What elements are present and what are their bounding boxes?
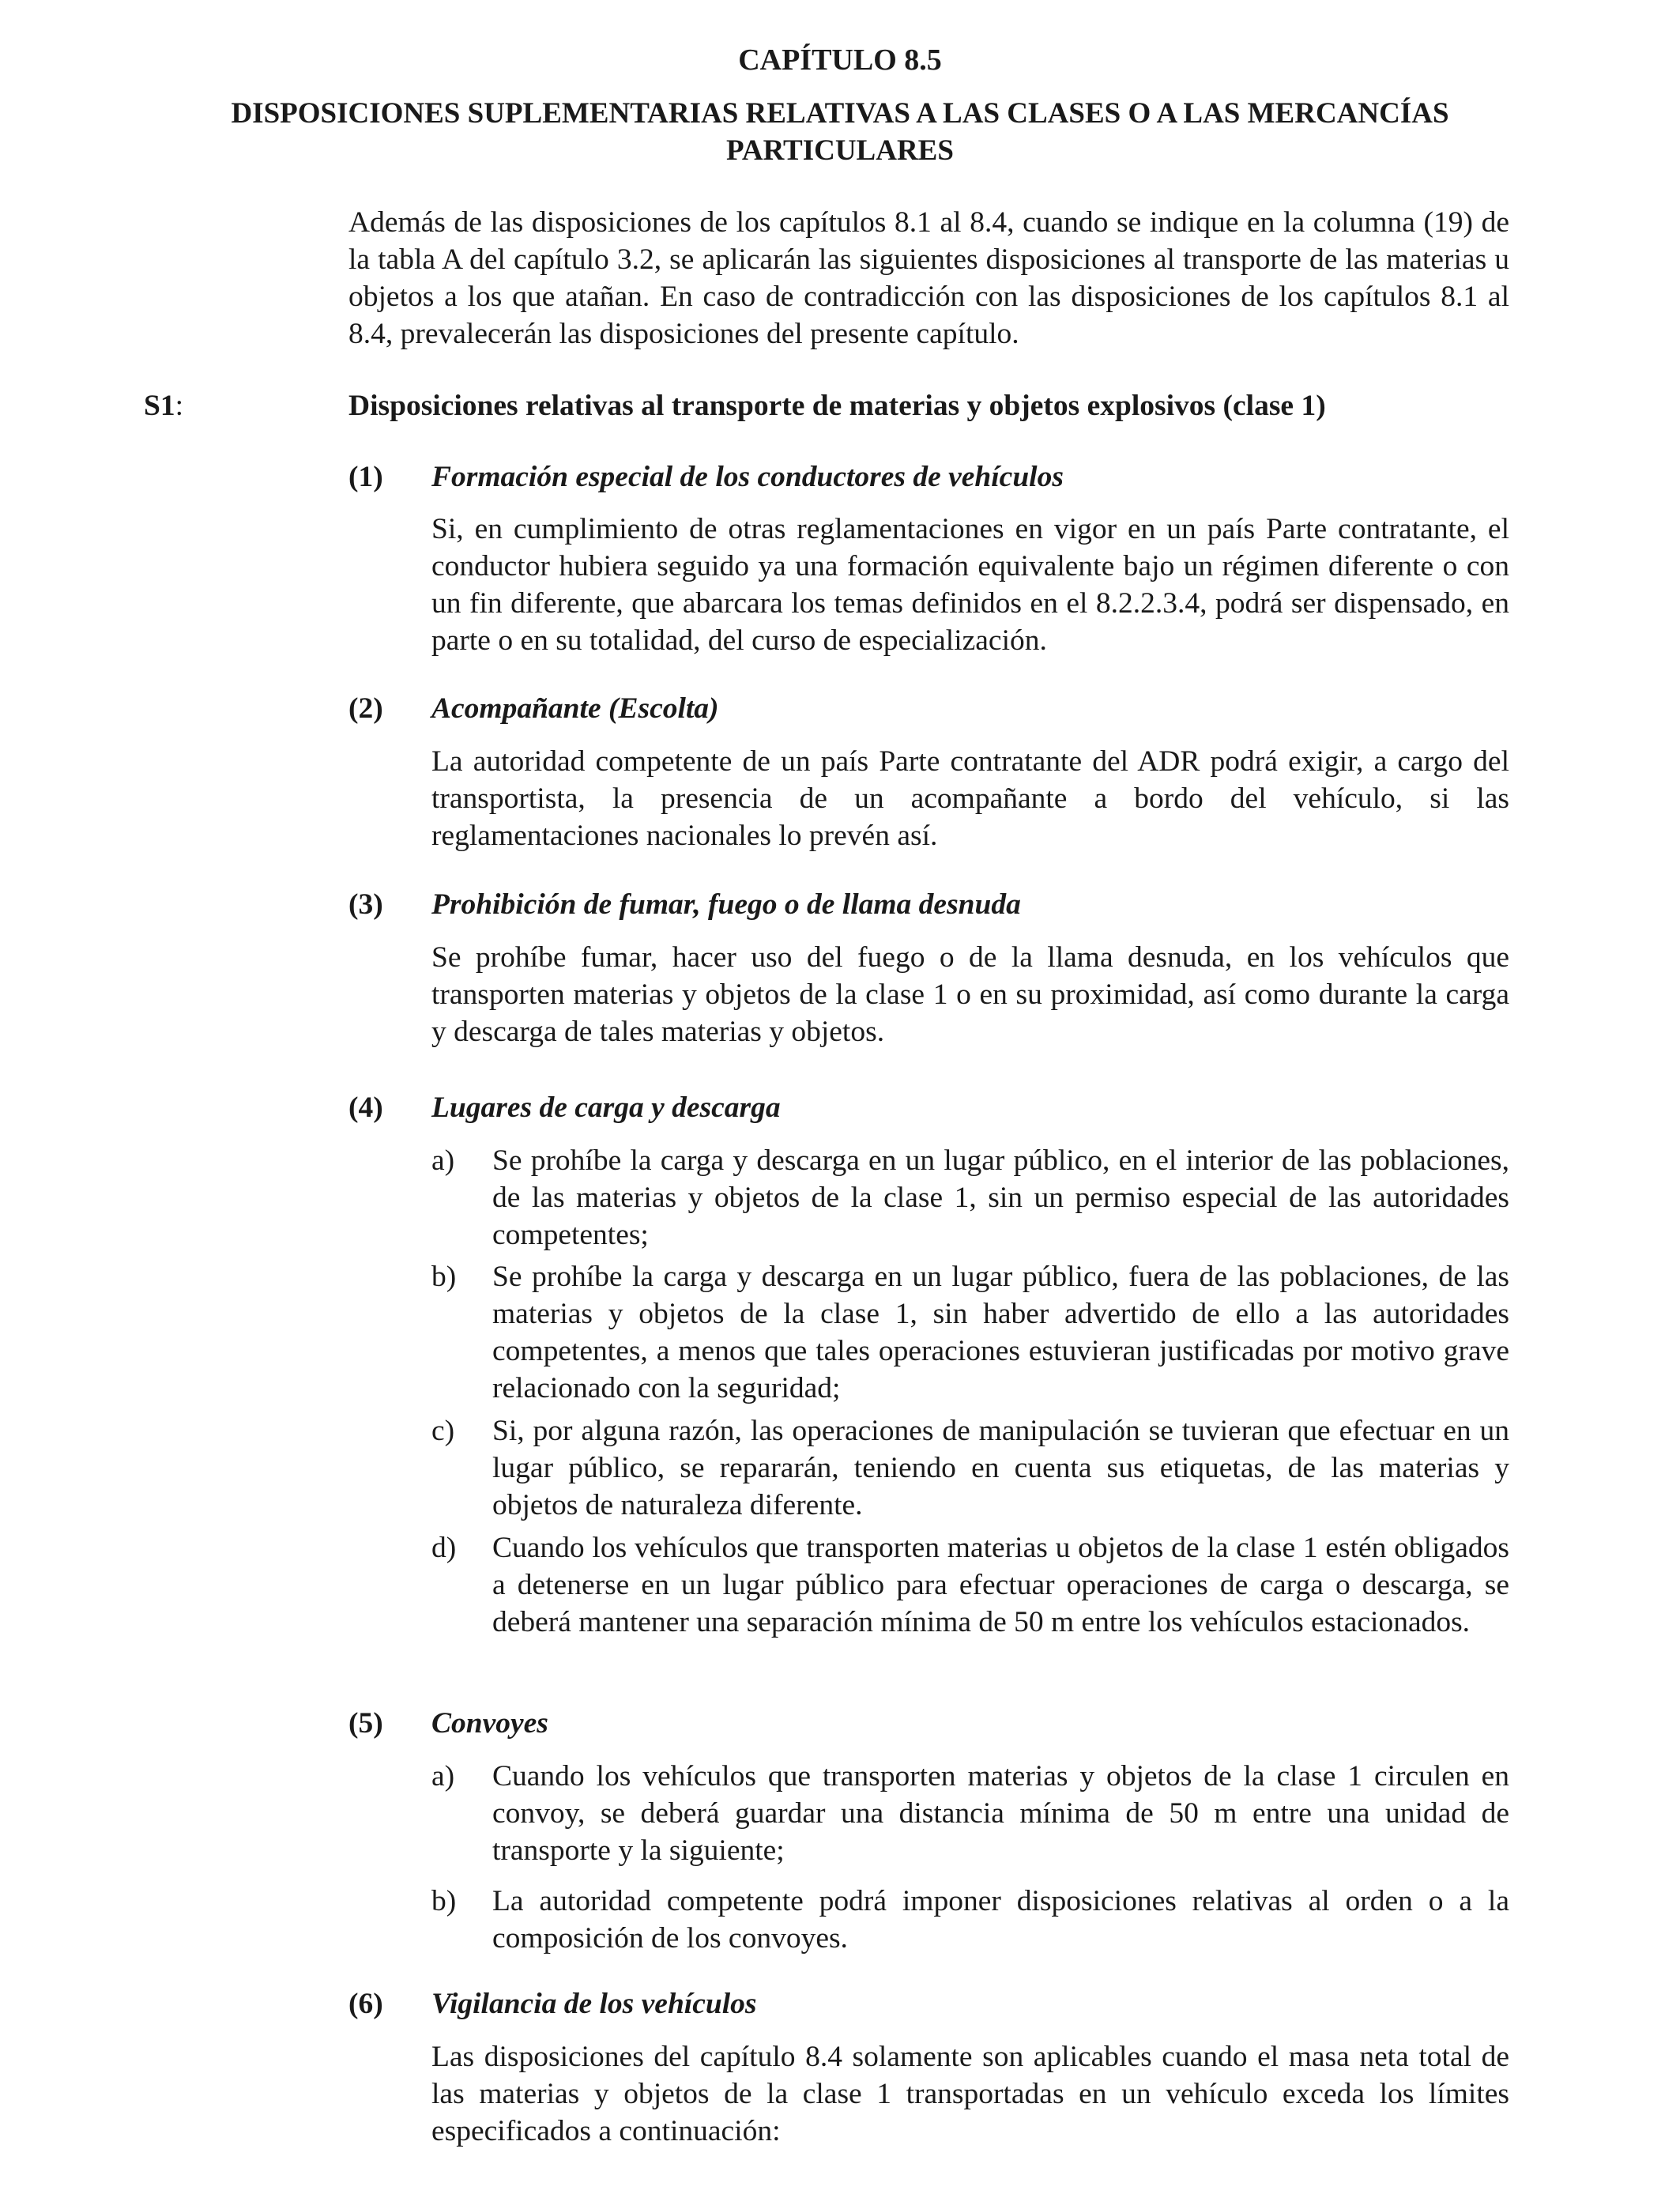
section-code-colon: : — [175, 390, 184, 422]
sub-item-text: Se prohíbe la carga y descarga en un lugar público, en el interior de las poblaciones, de las materias y objetos de la clase 1, sin un permiso especial de las autoridades competentes; — [492, 1144, 1509, 1251]
sub-item-text: Se prohíbe la carga y descarga en un lugar público, fuera de las poblaciones, de las materias y objetos de la clase 1, sin haber advertido de ello a las autoridades competentes, a menos que tales operaciones estuvieran justificadas por motivo grave relacionado con la seguridad; — [492, 1261, 1509, 1404]
item-number: (2) — [348, 692, 383, 725]
item-number: (1) — [348, 461, 383, 493]
sub-item-letter: b) — [431, 1261, 457, 1293]
item-paragraph: La autoridad competente de un país Parte contratante del ADR podrá exigir, a cargo del transportista, la presencia de un acompañante a bordo del vehículo, si las reglamentaciones nacionales lo prevén así. — [431, 745, 1509, 852]
chapter-title: CAPÍTULO 8.5 — [738, 43, 942, 77]
item-title: Vigilancia de los vehículos — [431, 1988, 757, 2020]
sub-item-text: Cuando los vehículos que transporten materias y objetos de la clase 1 circulen en convoy, se deberá guardar una distancia mínima de 50 m entre una unidad de transporte y la siguiente; — [492, 1760, 1509, 1867]
sub-item-letter: a) — [431, 1760, 455, 1793]
item-number: (4) — [348, 1091, 383, 1124]
sub-item-letter: d) — [431, 1532, 457, 1564]
item-paragraph: Las disposiciones del capítulo 8.4 solamente son aplicables cuando el masa neta total de las materias y objetos de la clase 1 transportadas en un vehículo exceda los límites especificados a continuación: — [431, 2041, 1509, 2147]
sub-item-letter: b) — [431, 1885, 457, 1917]
sub-item-letter: a) — [431, 1144, 455, 1177]
item-number: (5) — [348, 1707, 383, 1740]
item-paragraph: Se prohíbe fumar, hacer uso del fuego o de la llama desnuda, en los vehículos que transporten materias y objetos de la clase 1 o en su proximidad, así como durante la carga y descarga de tales materias y objetos. — [431, 941, 1509, 1048]
sub-item-text: Cuando los vehículos que transporten materias u objetos de la clase 1 estén obligados a detenerse en un lugar público para efectuar operaciones de carga o descarga, se deberá mantener una separación mínima de 50 m entre los vehículos estacionados. — [492, 1532, 1509, 1638]
section-code — [144, 387, 183, 424]
section-code-label: S1 — [144, 390, 175, 422]
item-paragraph: Si, en cumplimiento de otras reglamentaciones en vigor en un país Parte contratante, el conductor hubiera seguido ya una formación equivalente bajo un régimen diferente o con un fin diferente, que abarcara los temas definidos en el 8.2.2.3.4, podrá ser dispensado, en parte o en su totalidad, del curso de especialización. — [431, 513, 1509, 657]
section-title: Disposiciones relativas al transporte de materias y objetos explosivos (clase 1) — [348, 390, 1326, 422]
item-title: Lugares de carga y descarga — [431, 1091, 781, 1124]
sub-item-letter: c) — [431, 1415, 455, 1447]
item-title: Convoyes — [431, 1707, 548, 1740]
chapter-subtitle: DISPOSICIONES SUPLEMENTARIAS RELATIVAS A LAS CLASES O A LAS MERCANCÍAS PARTICULARES — [231, 97, 1449, 167]
intro-paragraph: Además de las disposiciones de los capítulos 8.1 al 8.4, cuando se indique en la columna (19) de la tabla A del capítulo 3.2, se aplicarán las siguientes disposiciones al transporte de las materias u objetos a los que atañan. En caso de contradicción con las disposiciones de los capítulos 8.1 al 8.4, prevalecerán las disposiciones del presente capítulo. — [348, 206, 1509, 350]
item-title: Acompañante (Escolta) — [431, 692, 719, 725]
sub-item-text: Si, por alguna razón, las operaciones de manipulación se tuvieran que efectuar en un lugar público, se repararán, teniendo en cuenta sus etiquetas, de las materias y objetos de naturaleza diferente. — [492, 1415, 1509, 1521]
item-number: (6) — [348, 1988, 383, 2020]
item-title: Formación especial de los conductores de vehículos — [431, 461, 1064, 493]
item-number: (3) — [348, 888, 383, 921]
item-title: Prohibición de fumar, fuego o de llama desnuda — [431, 888, 1021, 921]
sub-item-text: La autoridad competente podrá imponer disposiciones relativas al orden o a la composición de los convoyes. — [492, 1885, 1509, 1955]
